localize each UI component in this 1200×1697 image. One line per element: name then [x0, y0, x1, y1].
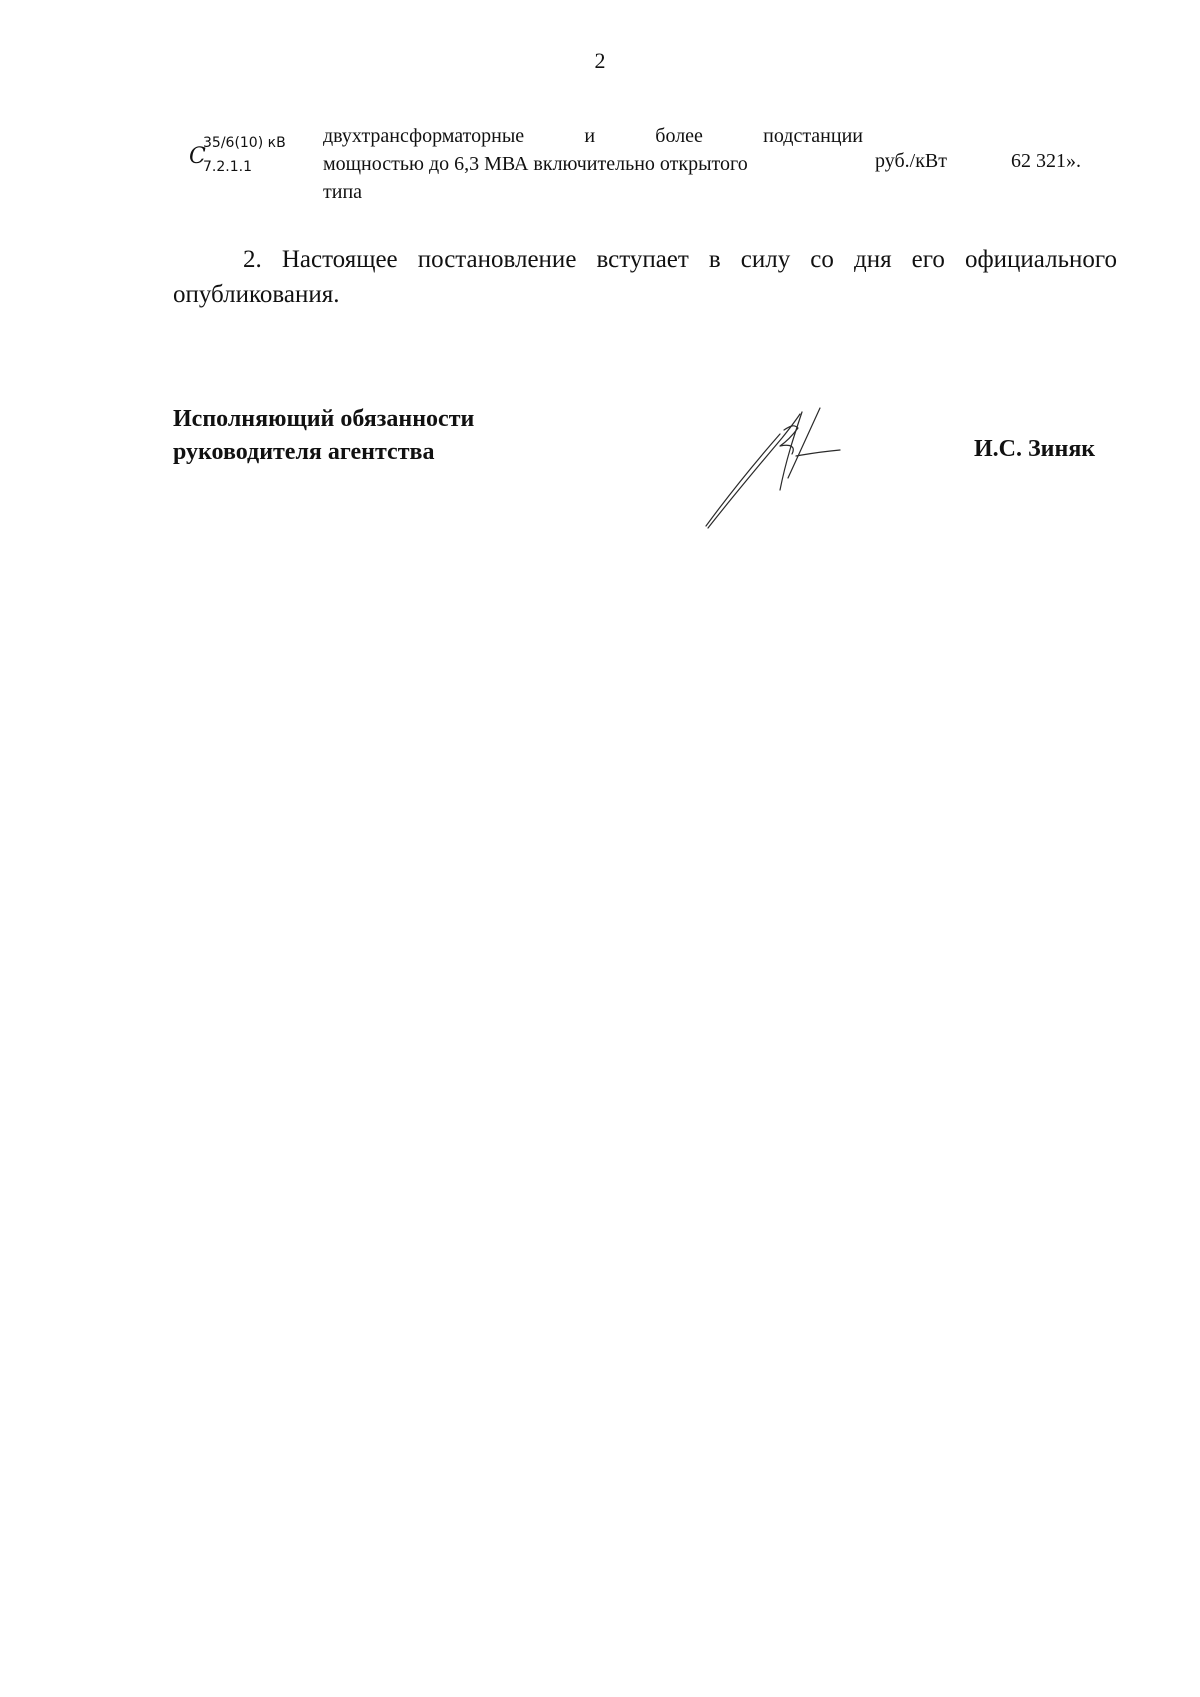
- tariff-description-line: типа: [323, 181, 363, 203]
- signer-name: И.С. Зиняк: [974, 436, 1096, 462]
- signer-title-line: Исполняющий обязанности: [173, 406, 475, 432]
- signer-title-line: руководителя агентства: [173, 439, 435, 465]
- tariff-description-line: двухтрансформаторные и более подстанции: [323, 125, 863, 147]
- tariff-value: 62 321».: [1011, 150, 1081, 172]
- tariff-description: [323, 122, 863, 206]
- tariff-code-superscript: 35/6(10) кВ: [203, 135, 286, 151]
- tariff-code-subscript: 7.2.1.1: [203, 159, 252, 175]
- tariff-row: [189, 122, 1109, 202]
- page-number: 2: [594, 48, 606, 73]
- paragraph-effective-date: [173, 242, 1117, 312]
- paragraph-continuation: опубликования.: [173, 281, 340, 308]
- tariff-description-line: мощностью до 6,3 МВА включительно открытого: [323, 153, 748, 175]
- signer-title: [173, 403, 474, 469]
- tariff-unit: руб./кВт: [875, 150, 948, 172]
- paragraph-first-line: 2. Настоящее постановление вступает в силу со дня его официального: [243, 246, 1117, 273]
- tariff-code-base: C: [189, 144, 206, 169]
- handwritten-signature: [700, 400, 880, 535]
- tariff-code: [189, 135, 286, 175]
